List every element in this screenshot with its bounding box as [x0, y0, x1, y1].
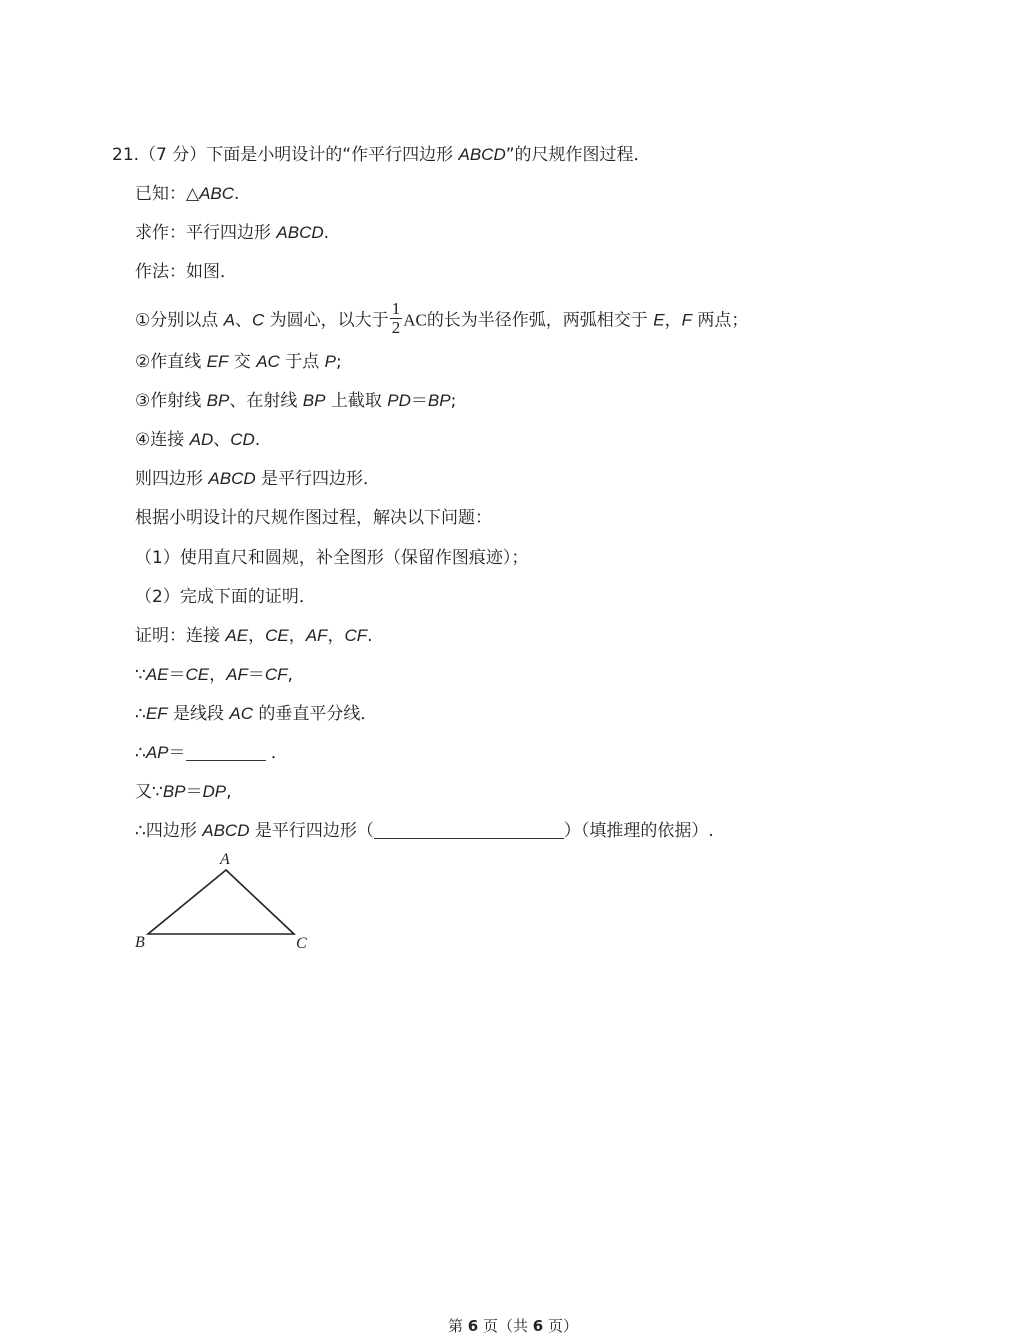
step-2-end: ; — [335, 352, 342, 372]
step-4-text: ④连接 — [135, 430, 190, 450]
fraction-denominator: 2 — [391, 318, 401, 337]
proof-var: CE — [185, 665, 210, 684]
proof-text: 又∵ — [135, 782, 163, 802]
require-value: ABCD — [276, 223, 324, 242]
proof-var: CF — [264, 665, 288, 684]
footer-text: 页（共 — [478, 1317, 533, 1335]
question-intro-end: ”的尺规作图过程． — [505, 145, 651, 165]
proof-line-5 — [135, 780, 232, 804]
therefore-symbol: ∴ — [135, 743, 146, 763]
proof-eq: ＝ — [185, 782, 203, 802]
method-line — [135, 260, 237, 284]
step-3 — [135, 389, 456, 413]
proof-text: 的垂直平分线． — [253, 704, 378, 724]
proof-text: 是线段 — [167, 704, 230, 724]
part-2-text: （2）完成下面的证明． — [135, 587, 316, 607]
proof-eq: ＝ — [247, 665, 265, 685]
question-number: 21. — [112, 145, 140, 165]
step-3-text: 上截取 — [325, 391, 388, 411]
proof-var: AC — [229, 704, 253, 723]
part-1 — [135, 546, 528, 570]
conclusion-text: 是平行四边形． — [255, 469, 381, 489]
step-2-text: ②作直线 — [135, 352, 207, 372]
step-1 — [135, 299, 749, 339]
proof-sep: ， — [248, 626, 266, 646]
proof-var: AF — [305, 626, 328, 645]
step-4 — [135, 428, 260, 452]
question-header — [112, 143, 651, 167]
require-end: . — [323, 223, 330, 243]
known-label: 已知： — [135, 184, 186, 204]
known-value: ABC — [199, 184, 235, 203]
step-1-segment: AC — [403, 310, 427, 330]
step-3-eq: ＝ — [410, 391, 428, 411]
proof-eq: ＝ — [168, 743, 186, 763]
step-4-sep: 、 — [213, 430, 231, 450]
step-2-var: AC — [256, 352, 280, 371]
answer-blank-ap[interactable] — [186, 742, 266, 761]
step-1-text: ①分别以点 — [135, 310, 224, 331]
proof-var: AE — [145, 665, 169, 684]
answer-blank-reason[interactable] — [374, 820, 564, 839]
proof-var: CE — [265, 626, 289, 645]
footer-text: 页） — [543, 1317, 578, 1335]
proof-var: DP — [202, 782, 227, 801]
step-3-var: BP — [427, 391, 451, 410]
fraction-one-half — [390, 300, 403, 337]
known-end: . — [234, 184, 240, 204]
step-2 — [135, 350, 342, 374]
proof-end: , — [226, 782, 232, 802]
step-1-var: A — [223, 310, 235, 330]
therefore-symbol: ∴ — [135, 704, 146, 724]
conclusion-line — [135, 467, 380, 491]
require-label: 求作：平行四边形 — [135, 223, 277, 243]
triangle-figure — [130, 848, 320, 958]
because-symbol: ∵ — [135, 665, 146, 685]
fraction-numerator: 1 — [391, 299, 401, 318]
step-2-var: P — [324, 352, 336, 371]
step-2-text: 于点 — [279, 352, 325, 372]
proof-end: , — [287, 665, 293, 685]
task-line — [135, 506, 492, 530]
proof-end: . — [367, 626, 373, 646]
step-1-text: 为圆心，以大于 — [264, 310, 389, 331]
step-4-end: . — [254, 430, 261, 450]
task-text: 根据小明设计的尺规作图过程，解决以下问题： — [135, 508, 492, 528]
proof-line-4 — [135, 741, 288, 765]
question-intro-var: ABCD — [458, 145, 506, 164]
proof-var: AP — [145, 743, 169, 762]
proof-text: 是平行四边形（ — [249, 821, 374, 841]
vertex-label-c: C — [296, 935, 307, 952]
conclusion-var: ABCD — [208, 469, 256, 488]
step-4-var: CD — [230, 430, 255, 449]
proof-end: ． — [265, 743, 288, 763]
step-3-var: PD — [387, 391, 411, 410]
part-2 — [135, 585, 316, 609]
total-page-number: 6 — [532, 1317, 544, 1335]
known-line — [135, 182, 239, 206]
step-3-var: BP — [206, 391, 230, 410]
current-page-number: 6 — [467, 1317, 479, 1335]
step-1-sep: 、 — [235, 310, 252, 331]
step-1-sep: ， — [664, 310, 682, 331]
footer-text: 第 — [448, 1317, 468, 1335]
proof-var: EF — [145, 704, 168, 723]
step-2-text: 交 — [228, 352, 257, 372]
proof-text: 证明：连接 — [135, 626, 226, 646]
proof-text: ）（填推理的依据）. — [563, 821, 714, 841]
method-label: 作法：如图． — [135, 262, 237, 282]
conclusion-text: 则四边形 — [135, 469, 209, 489]
require-line — [135, 221, 329, 245]
proof-sep: ， — [327, 626, 345, 646]
step-2-var: EF — [206, 352, 229, 371]
proof-var: AF — [226, 665, 248, 684]
proof-line-1 — [135, 624, 373, 648]
step-3-text: 、在射线 — [229, 391, 303, 411]
proof-line-3 — [135, 702, 377, 726]
proof-eq: ＝ — [168, 665, 186, 685]
step-1-text: 的长为半径作弧，两弧相交于 — [426, 310, 654, 331]
proof-sep: ， — [288, 626, 306, 646]
step-3-text: ③作射线 — [135, 391, 207, 411]
proof-var: ABCD — [202, 821, 250, 840]
proof-var: CF — [344, 626, 368, 645]
vertex-label-a: A — [220, 851, 230, 868]
triangle-symbol: △ — [186, 184, 200, 204]
step-1-var: E — [653, 310, 665, 330]
triangle-abc — [148, 870, 294, 934]
step-3-var: BP — [302, 391, 326, 410]
step-1-var: C — [252, 310, 265, 330]
part-1-text: （1）使用直尺和圆规，补全图形（保留作图痕迹）； — [135, 548, 529, 568]
proof-text: ∴四边形 — [135, 821, 203, 841]
proof-var: BP — [162, 782, 186, 801]
proof-var: AE — [225, 626, 249, 645]
question-score: （7 分） — [139, 145, 207, 165]
proof-line-6 — [135, 819, 714, 843]
proof-line-2 — [135, 663, 293, 687]
vertex-label-b: B — [135, 934, 145, 951]
step-4-var: AD — [189, 430, 214, 449]
step-1-var: F — [681, 310, 692, 330]
step-1-text: 两点； — [691, 310, 749, 331]
step-3-end: ; — [450, 391, 457, 411]
question-intro: 下面是小明设计的“作平行四边形 — [206, 145, 459, 165]
page-footer — [0, 1316, 1026, 1336]
proof-sep: ， — [209, 665, 227, 685]
